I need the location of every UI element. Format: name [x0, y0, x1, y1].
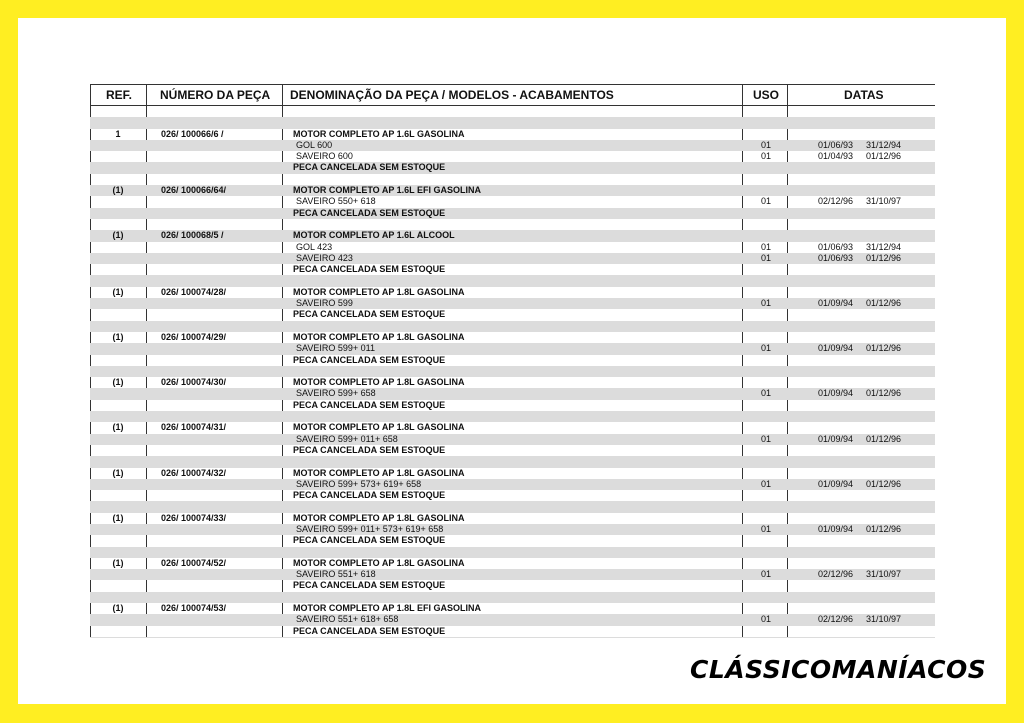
model-row — [90, 434, 935, 445]
uso-cell: 01 — [760, 139, 771, 150]
model-row — [90, 388, 935, 399]
part-name-cell: MOTOR COMPLETO AP 1.8L GASOLINA — [293, 557, 465, 568]
model-name-cell: SAVEIRO 600 — [296, 151, 353, 162]
date-from-cell: 01/06/93 — [818, 139, 854, 150]
header-uso: USO — [753, 88, 780, 102]
date-to-cell: 01/12/96 — [866, 433, 902, 444]
model-row — [90, 151, 935, 162]
uso-cell: 01 — [760, 252, 771, 263]
spacer-row — [90, 366, 935, 377]
table-header — [90, 84, 935, 106]
note-cell: PECA CANCELADA SEM ESTOQUE — [293, 309, 446, 320]
note-row — [90, 162, 935, 173]
uso-cell: 01 — [760, 433, 771, 444]
model-row — [90, 298, 935, 309]
part-number-cell: 026/ 100074/53/ — [161, 603, 227, 614]
table-row — [90, 513, 935, 524]
uso-cell: 01 — [760, 523, 771, 534]
ref-cell: (1) — [112, 467, 124, 478]
ref-cell: (1) — [112, 377, 124, 388]
spacer-row — [90, 219, 935, 230]
ref-cell: (1) — [112, 230, 124, 241]
note-cell: PECA CANCELADA SEM ESTOQUE — [293, 490, 446, 501]
note-row — [90, 309, 935, 320]
table-row — [90, 422, 935, 433]
part-name-cell: MOTOR COMPLETO AP 1.6L EFI GASOLINA — [293, 185, 482, 196]
note-row — [90, 208, 935, 219]
model-name-cell: SAVEIRO 599+ 011+ 658 — [296, 433, 398, 444]
ref-cell: (1) — [112, 557, 124, 568]
note-cell: PECA CANCELADA SEM ESTOQUE — [293, 625, 446, 636]
spacer-row — [90, 321, 935, 332]
ref-cell: (1) — [112, 422, 124, 433]
ref-cell: (1) — [112, 603, 124, 614]
ref-cell: (1) — [112, 286, 124, 297]
part-name-cell: MOTOR COMPLETO AP 1.6L GASOLINA — [293, 128, 465, 139]
part-name-cell: MOTOR COMPLETO AP 1.6L ALCOOL — [293, 230, 455, 241]
uso-cell: 01 — [760, 196, 771, 207]
date-from-cell: 01/09/94 — [818, 433, 854, 444]
table-row — [90, 468, 935, 479]
note-cell: PECA CANCELADA SEM ESTOQUE — [293, 399, 446, 410]
part-name-cell: MOTOR COMPLETO AP 1.8L GASOLINA — [293, 377, 465, 388]
part-number-cell: 026/ 100074/32/ — [161, 467, 227, 478]
model-row — [90, 343, 935, 354]
model-name-cell: SAVEIRO 599+ 573+ 619+ 658 — [296, 478, 422, 489]
model-row — [90, 140, 935, 151]
part-name-cell: MOTOR COMPLETO AP 1.8L GASOLINA — [293, 422, 465, 433]
uso-cell: 01 — [760, 614, 771, 625]
part-number-cell: 026/ 100074/30/ — [161, 377, 227, 388]
uso-cell: 01 — [760, 569, 771, 580]
uso-cell: 01 — [760, 298, 771, 309]
date-to-cell: 01/12/96 — [866, 151, 902, 162]
ref-cell: (1) — [112, 331, 124, 342]
table-row — [90, 332, 935, 343]
spacer-row — [90, 547, 935, 558]
ref-cell: (1) — [112, 185, 124, 196]
date-to-cell: 31/10/97 — [866, 569, 902, 580]
spacer-row — [90, 174, 935, 185]
date-to-cell: 31/12/94 — [866, 139, 902, 150]
date-to-cell: 01/12/96 — [866, 343, 902, 354]
table-row — [90, 185, 935, 196]
uso-cell: 01 — [760, 343, 771, 354]
part-number-cell: 026/ 100074/31/ — [161, 422, 227, 433]
model-name-cell: SAVEIRO 599 — [296, 298, 353, 309]
part-number-cell: 026/ 100068/5 / — [161, 230, 224, 241]
note-row — [90, 626, 935, 637]
part-name-cell: MOTOR COMPLETO AP 1.8L GASOLINA — [293, 331, 465, 342]
spacer-row — [90, 637, 935, 638]
model-name-cell: SAVEIRO 550+ 618 — [296, 196, 376, 207]
date-to-cell: 01/12/96 — [866, 388, 902, 399]
uso-cell: 01 — [760, 151, 771, 162]
uso-cell: 01 — [760, 241, 771, 252]
date-to-cell: 01/12/96 — [866, 523, 902, 534]
date-to-cell: 31/10/97 — [866, 196, 902, 207]
model-row — [90, 569, 935, 580]
date-to-cell: 01/12/96 — [866, 478, 902, 489]
date-from-cell: 01/09/94 — [818, 388, 854, 399]
spacer-row — [90, 501, 935, 512]
part-number-cell: 026/ 100066/6 / — [161, 128, 224, 139]
model-row — [90, 524, 935, 535]
model-row — [90, 196, 935, 207]
part-number-cell: 026/ 100066/64/ — [161, 185, 227, 196]
date-to-cell: 01/12/96 — [866, 252, 902, 263]
date-to-cell: 31/10/97 — [866, 614, 902, 625]
part-number-cell: 026/ 100074/28/ — [161, 286, 227, 297]
model-name-cell: SAVEIRO 599+ 011+ 573+ 619+ 658 — [296, 523, 444, 534]
header-denominacao: DENOMINAÇÃO DA PEÇA / MODELOS - ACABAMENTOS — [290, 88, 614, 102]
note-row — [90, 535, 935, 546]
model-row — [90, 614, 935, 625]
date-from-cell: 01/06/93 — [818, 252, 854, 263]
part-number-cell: 026/ 100074/29/ — [161, 331, 227, 342]
model-name-cell: SAVEIRO 551+ 618 — [296, 569, 376, 580]
ref-cell: (1) — [112, 512, 124, 523]
watermark-logo: CLÁSSICOMANÍACOS — [690, 655, 987, 684]
model-name-cell: SAVEIRO 599+ 658 — [296, 388, 376, 399]
table-row — [90, 129, 935, 140]
note-row — [90, 580, 935, 591]
date-from-cell: 02/12/96 — [818, 614, 854, 625]
note-row — [90, 264, 935, 275]
table-row — [90, 230, 935, 241]
part-number-cell: 026/ 100074/33/ — [161, 512, 227, 523]
spacer-row — [90, 275, 935, 286]
model-name-cell: SAVEIRO 551+ 618+ 658 — [296, 614, 399, 625]
model-row — [90, 479, 935, 490]
model-name-cell: GOL 423 — [296, 241, 333, 252]
spacer-row — [90, 106, 935, 117]
date-to-cell: 31/12/94 — [866, 241, 902, 252]
table-row — [90, 287, 935, 298]
model-name-cell: GOL 600 — [296, 139, 333, 150]
note-cell: PECA CANCELADA SEM ESTOQUE — [293, 354, 446, 365]
note-cell: PECA CANCELADA SEM ESTOQUE — [293, 264, 446, 275]
spacer-row — [90, 456, 935, 467]
part-name-cell: MOTOR COMPLETO AP 1.8L GASOLINA — [293, 286, 465, 297]
date-from-cell: 01/09/94 — [818, 478, 854, 489]
table-row — [90, 603, 935, 614]
ref-cell: 1 — [115, 128, 121, 139]
date-from-cell: 01/06/93 — [818, 241, 854, 252]
spacer-row — [90, 592, 935, 603]
header-datas: DATAS — [844, 88, 884, 102]
note-row — [90, 355, 935, 366]
date-from-cell: 01/09/94 — [818, 343, 854, 354]
date-from-cell: 02/12/96 — [818, 569, 854, 580]
header-ref: REF. — [106, 88, 133, 102]
model-name-cell: SAVEIRO 423 — [296, 252, 353, 263]
part-name-cell: MOTOR COMPLETO AP 1.8L GASOLINA — [293, 512, 465, 523]
table-row — [90, 558, 935, 569]
header-numero: NÚMERO DA PEÇA — [160, 88, 271, 102]
note-cell: PECA CANCELADA SEM ESTOQUE — [293, 162, 446, 173]
date-from-cell: 01/09/94 — [818, 298, 854, 309]
part-number-cell: 026/ 100074/52/ — [161, 557, 227, 568]
model-name-cell: SAVEIRO 599+ 011 — [296, 343, 375, 354]
model-row — [90, 242, 935, 253]
spacer-row — [90, 117, 935, 128]
spacer-row — [90, 411, 935, 422]
uso-cell: 01 — [760, 388, 771, 399]
date-from-cell: 02/12/96 — [818, 196, 854, 207]
note-cell: PECA CANCELADA SEM ESTOQUE — [293, 444, 446, 455]
date-from-cell: 01/04/93 — [818, 151, 854, 162]
date-to-cell: 01/12/96 — [866, 298, 902, 309]
date-from-cell: 01/09/94 — [818, 523, 854, 534]
note-cell: PECA CANCELADA SEM ESTOQUE — [293, 207, 446, 218]
uso-cell: 01 — [760, 478, 771, 489]
part-name-cell: MOTOR COMPLETO AP 1.8L EFI GASOLINA — [293, 603, 482, 614]
table-body — [90, 106, 935, 638]
note-row — [90, 400, 935, 411]
table-row — [90, 377, 935, 388]
note-cell: PECA CANCELADA SEM ESTOQUE — [293, 535, 446, 546]
parts-table — [90, 84, 935, 638]
note-cell: PECA CANCELADA SEM ESTOQUE — [293, 580, 446, 591]
model-row — [90, 253, 935, 264]
part-name-cell: MOTOR COMPLETO AP 1.8L GASOLINA — [293, 467, 465, 478]
note-row — [90, 445, 935, 456]
note-row — [90, 490, 935, 501]
